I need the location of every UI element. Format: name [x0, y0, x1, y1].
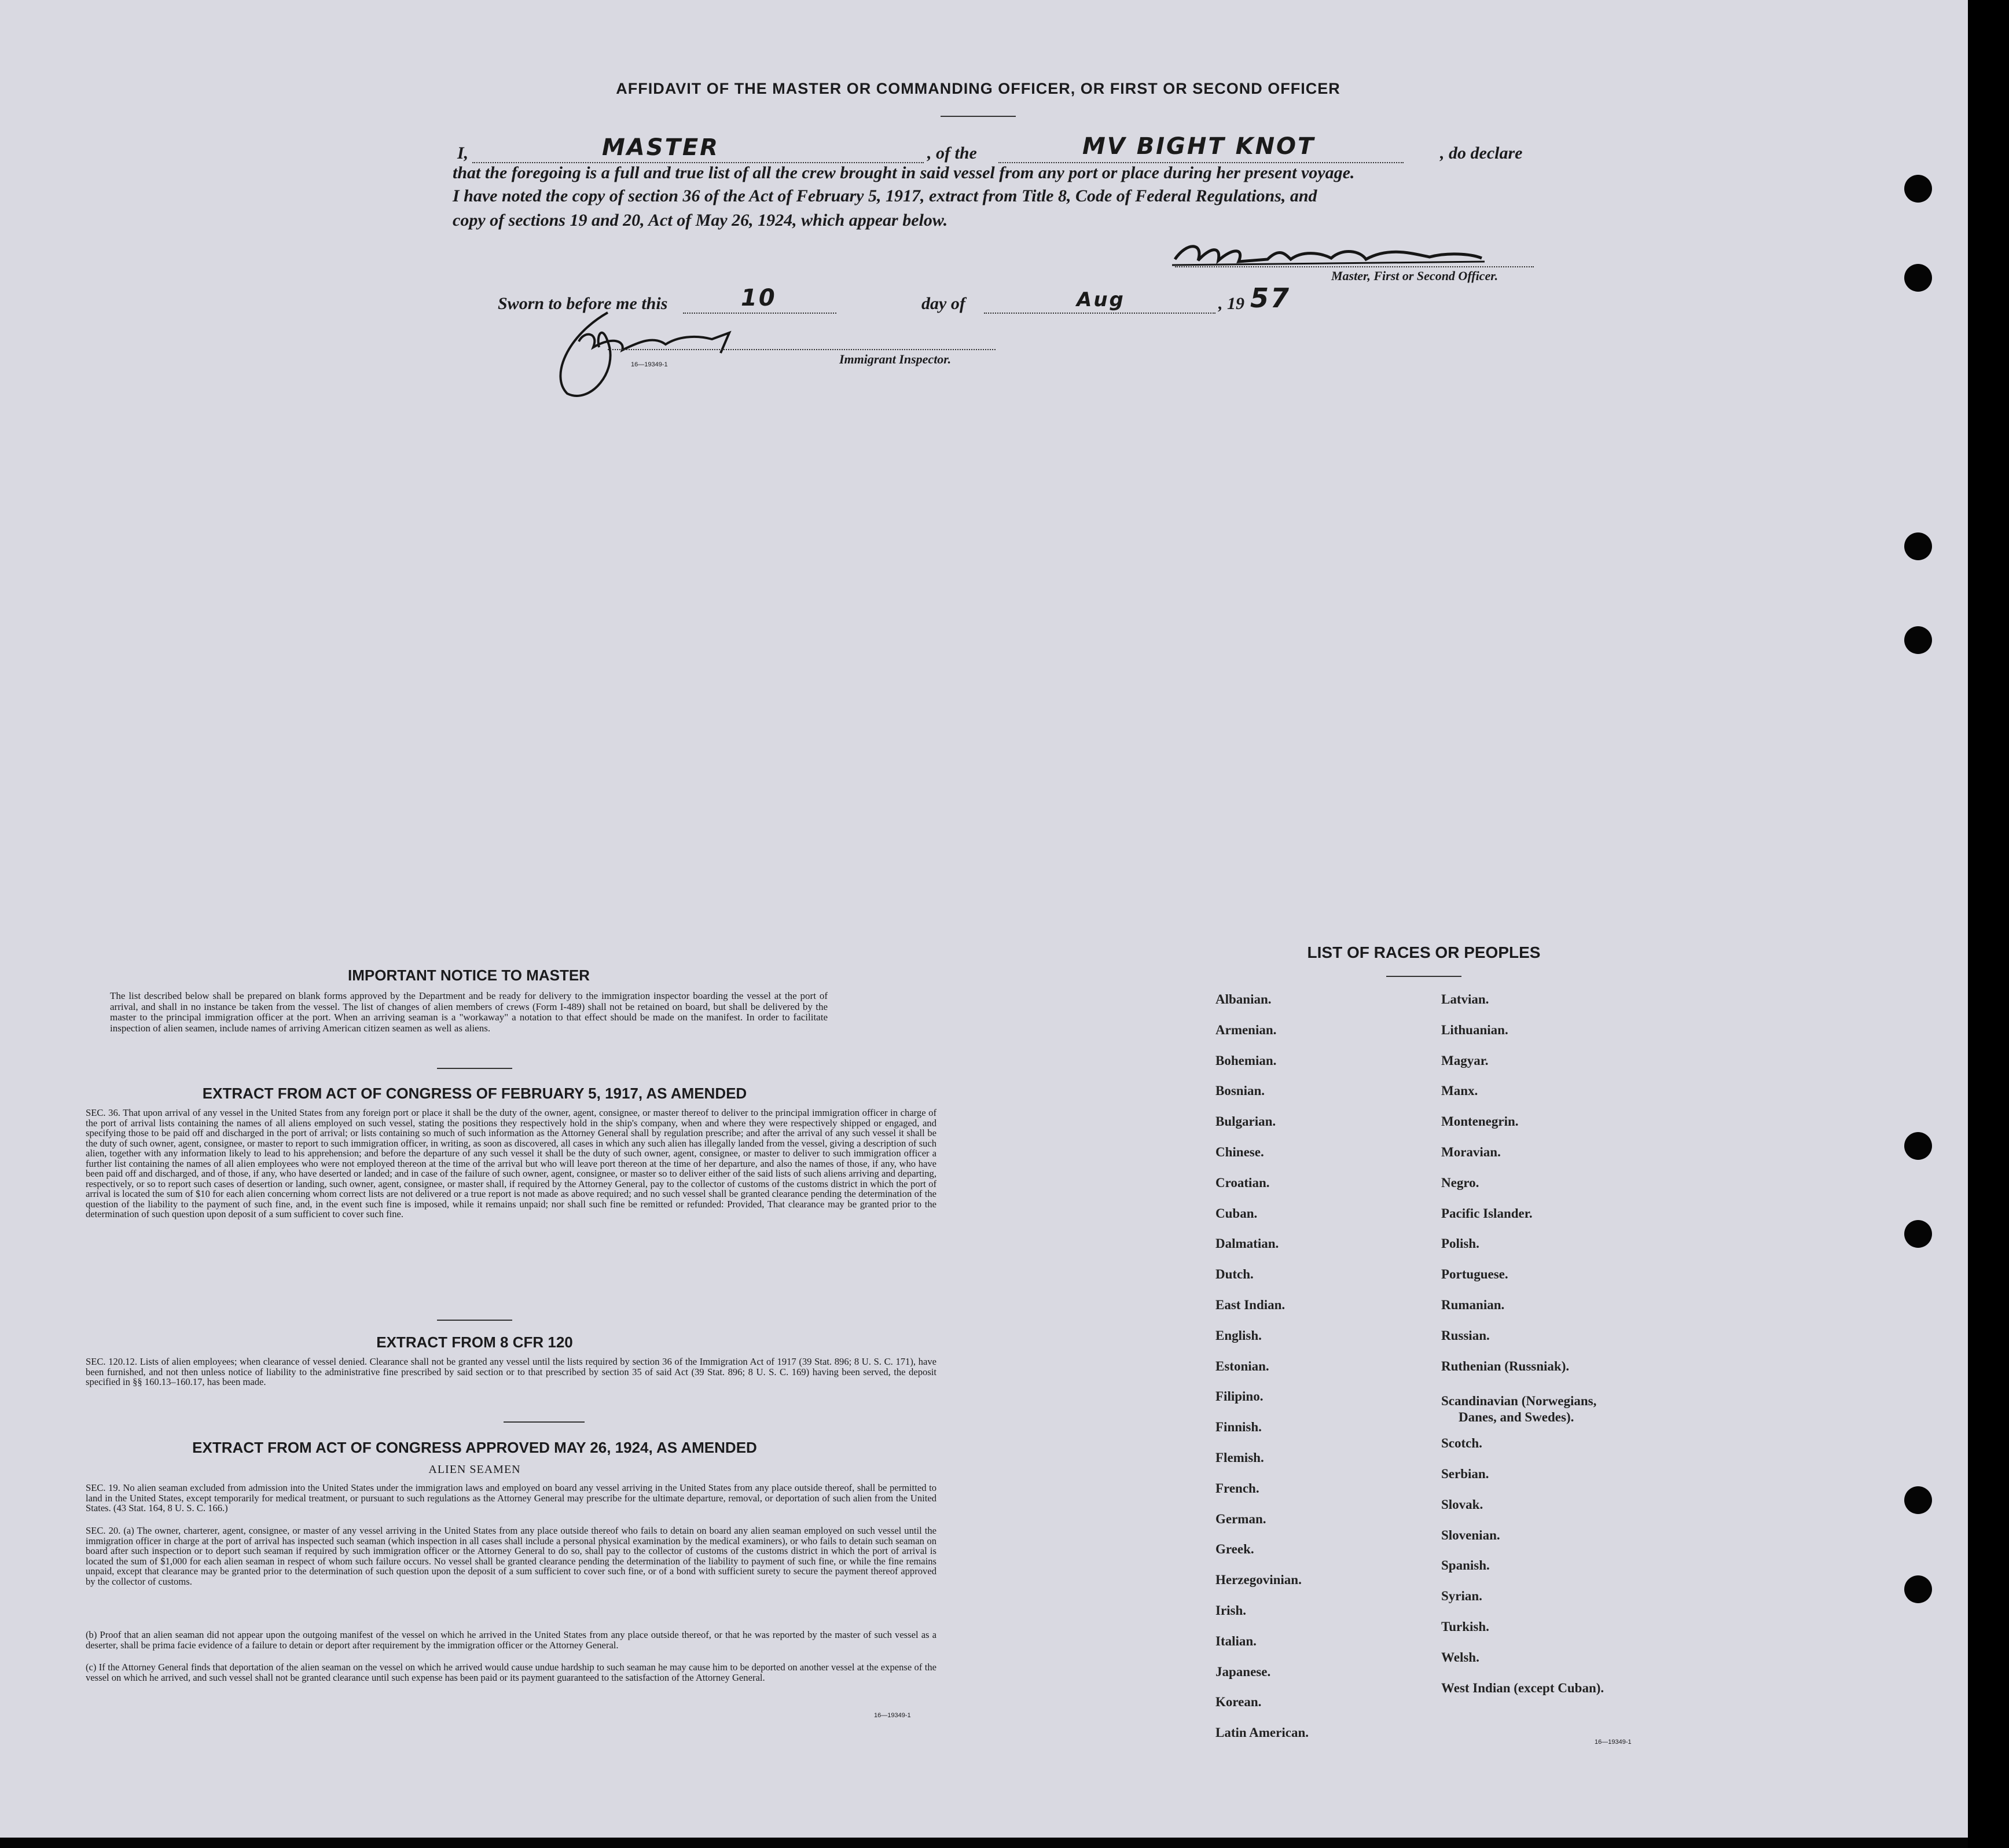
- affidavit-title: AFFIDAVIT OF THE MASTER OR COMMANDING OFFICER, OR FIRST OR SECOND OFFICER: [616, 80, 1340, 97]
- extract-1924-title: EXTRACT FROM ACT OF CONGRESS APPROVED MAY 26, 1924, AS AMENDED: [192, 1439, 757, 1456]
- race-item: Scotch.: [1441, 1436, 1482, 1450]
- punch-hole: [1904, 1486, 1932, 1514]
- punch-hole: [1904, 532, 1932, 560]
- divider: [504, 1421, 585, 1423]
- race-item: Greek.: [1215, 1542, 1254, 1556]
- extract-1917-text: SEC. 36. That upon arrival of any vessel in the United States from any foreign port or place it shall be the duty of the owner, agent, consignee, or master thereof to deliver to the principal immigration officer in charge of the port of arrival lists containing the names of all aliens employed on such vessel, stating the positions they respectively hold in the ship's company, when and where they were respectively shipped or engaged, and specifying those to be paid off and discharged in the port of arrival; or lists containing so much of such information as the Attorney General shall by regulation prescribe; and after the arrival of any such vessel it shall be the duty of such owner, agent, consignee, or master to report to such immigration officer, in writing, as soon as discovered, all cases in which any such alien has illegally landed from the vessel, giving a description of such alien, together with any information likely to lead to his apprehension; and before the departure of any such vessel it shall be the duty of such owner, agent, consignee, or master to deliver to such immigration officer a further list containing the names of all alien employees who were not employed thereon at the time of the arrival but who will leave port thereon at the time of her departure, and also the names of those, if any, who have been paid off and discharged, and of those, if any, who have deserted or landed; and in case of the failure of such owner, agent, consignee, or master so to deliver either of the said lists of such aliens arriving and departing, respectively, or so to report such cases of desertion or landing, such owner, agent, consignee, or master shall, if required by the Attorney General, pay to the collector of customs of the customs district in which the port of arrival is located the sum of $10 for each alien concerning whom correct lists are not delivered or a true report is not made as above required; and no such vessel shall be granted clearance pending the determination of the question of the liability to the payment of such fine, and, in the event such fine is imposed, while it remains unpaid; nor shall such fine be remitted or refunded: Provided, That clearance may be granted prior to the determination of such question upon deposit of a sum sufficient to cover such fine.: [86, 1107, 936, 1219]
- year-prefix: , 19: [1218, 294, 1244, 313]
- extract-1924-sec19: SEC. 19. No alien seaman excluded from admission into the United States under the immigration laws and employed on board any vessel arriving in the United States from any place outside thereof, shall be permitted to land in the United States, except temporarily for medical treatment, or pursuant to such regulations as the Attorney General may prescribe for the ultimate departure, removal, or deportation of such alien from the United States. (43 Stat. 164, 8 U. S. C. 166.): [86, 1482, 936, 1513]
- race-item: French.: [1215, 1481, 1259, 1496]
- race-item: Rumanian.: [1441, 1298, 1505, 1312]
- race-item: Bulgarian.: [1215, 1114, 1276, 1129]
- alien-seamen-subtitle: ALIEN SEAMEN: [428, 1463, 521, 1476]
- extract-1924-sec20c: (c) If the Attorney General finds that deportation of the alien seaman on the vessel on which he arrived would cause undue hardship to such seaman he may cause him to be deported on another vessel at the expense of the vessel on which he arrived, and such vessel shall not be granted clearance until such expense has been paid or its payment guaranteed to the satisfaction of the Attorney General.: [86, 1662, 936, 1683]
- race-item: Manx.: [1441, 1083, 1478, 1098]
- race-item: Latin American.: [1215, 1725, 1309, 1740]
- punch-hole: [1904, 175, 1932, 203]
- year-field-value: 57: [1250, 282, 1291, 314]
- extract-1924-sec20a: SEC. 20. (a) The owner, charterer, agent, consignee, or master of any vessel arriving in the United States from any place outside thereof who fails to detain on board any alien seaman employed on such vessel until the immigration officer in charge at the port of arrival has inspected such seaman (which inspection in all cases shall include a personal physical examination by the medical examiners), or who fails to detain such seaman on board after such inspection or to deport such seaman if required by such immigration officer or the Attorney General to do so, shall pay to the collector of customs of the customs district in which the port of arrival is located the sum of $1,000 for each alien seaman in respect of whom such failure occurs. No vessel shall be granted clearance pending the determination of the liability to payment of such fine, or while the fine remains unpaid, except that clearance may be granted prior to the determination of such question upon the deposit of a sum sufficient to cover such fine, or of a bond with sufficient surety to secure the payment thereof approved by the collector of customs.: [86, 1525, 936, 1587]
- officer-caption: Master, First or Second Officer.: [1331, 269, 1499, 283]
- race-item: Bosnian.: [1215, 1083, 1265, 1098]
- statement-line-2: I have noted the copy of section 36 of the Act of February 5, 1917, extract from Title 8, Code of Federal Regulations, and: [453, 186, 1317, 205]
- race-item: Flemish.: [1215, 1450, 1264, 1465]
- race-item: Filipino.: [1215, 1389, 1264, 1404]
- race-item: Finnish.: [1215, 1420, 1262, 1434]
- i-label: I,: [457, 144, 469, 163]
- extract-1924-sec20b: (b) Proof that an alien seaman did not appear upon the outgoing manifest of the vessel on which he arrived in the United States from any place outside thereof, or that he was reported by the master of such vessel as a deserter, shall be prima facie evidence of a failure to detain or deport after requirement by the immigration officer or the Attorney General.: [86, 1629, 936, 1651]
- race-item: Latvian.: [1441, 992, 1489, 1006]
- race-item: Albanian.: [1215, 992, 1272, 1006]
- race-item: Moravian.: [1441, 1145, 1501, 1159]
- race-item: Ruthenian (Russniak).: [1441, 1359, 1570, 1373]
- race-item: West Indian (except Cuban).: [1441, 1681, 1604, 1695]
- race-item: Spanish.: [1441, 1558, 1490, 1573]
- month-field-line: [984, 313, 1215, 314]
- scan-edge: [1968, 0, 2009, 1848]
- race-item: Slovenian.: [1441, 1528, 1500, 1542]
- race-item: Croatian.: [1215, 1175, 1270, 1190]
- form-number-top: 16—19349-1: [631, 361, 668, 368]
- race-item: English.: [1215, 1328, 1262, 1343]
- of-the-label: , of the: [927, 144, 977, 163]
- race-item: Estonian.: [1215, 1359, 1269, 1373]
- officer-signature-line: [1175, 266, 1534, 267]
- punch-hole: [1904, 626, 1932, 654]
- punch-hole: [1904, 264, 1932, 292]
- inspector-signature: [544, 301, 787, 405]
- day-field-value: 10: [741, 285, 777, 311]
- race-item: Polish.: [1441, 1236, 1479, 1251]
- race-item: Serbian.: [1441, 1467, 1489, 1481]
- race-item: Turkish.: [1441, 1619, 1489, 1634]
- title-divider: [941, 116, 1016, 117]
- race-item: Portuguese.: [1441, 1267, 1508, 1281]
- extract-cfr-title: EXTRACT FROM 8 CFR 120: [376, 1333, 573, 1351]
- race-item: Montenegrin.: [1441, 1114, 1519, 1129]
- punch-hole: [1904, 1575, 1932, 1603]
- races-divider: [1386, 976, 1461, 977]
- notice-text: The list described below shall be prepared on blank forms approved by the Department and be ready for delivery to the immigration inspector boarding the vessel at the port of arrival, and shall in no instance be taken from the vessel. The list of changes of alien members of crews (Form I-489) shall not be retained on board, but shall be delivered by the master to the principal immigration officer at the port. When an arriving seaman is a "workaway" a notation to that effect should be made on the manifest. In order to facilitate inspection of alien seamen, include names of arriving American citizen seamen as well as aliens.: [110, 990, 828, 1034]
- race-item: Herzegovinian.: [1215, 1573, 1302, 1587]
- race-item: Japanese.: [1215, 1665, 1271, 1679]
- race-item: Armenian.: [1215, 1023, 1277, 1037]
- race-item: Dutch.: [1215, 1267, 1254, 1281]
- punch-hole: [1904, 1132, 1932, 1160]
- race-item: East Indian.: [1215, 1298, 1286, 1312]
- race-item: Pacific Islander.: [1441, 1206, 1533, 1221]
- race-item: Bohemian.: [1215, 1053, 1277, 1068]
- race-item: Syrian.: [1441, 1589, 1482, 1603]
- race-item: Chinese.: [1215, 1145, 1264, 1159]
- form-number-bottom-left: 16—19349-1: [874, 1712, 911, 1719]
- statement-line-3: copy of sections 19 and 20, Act of May 26, 1924, which appear below.: [453, 211, 948, 230]
- sworn-label: Sworn to before me this: [498, 294, 668, 313]
- divider: [437, 1320, 512, 1321]
- race-item: Irish.: [1215, 1603, 1247, 1618]
- race-item: Lithuanian.: [1441, 1023, 1508, 1037]
- race-item: Cuban.: [1215, 1206, 1258, 1221]
- punch-hole: [1904, 1220, 1932, 1248]
- race-item: Welsh.: [1441, 1650, 1479, 1665]
- race-item: Italian.: [1215, 1634, 1257, 1648]
- extract-cfr-text: SEC. 120.12. Lists of alien employees; when clearance of vessel denied. Clearance shall not be granted any vessel until the lists required by section 36 of the Immigration Act of 1917 (39 Stat. 896; 8 U. S. C. 171), have been furnished, and not then unless notice of liability to the administrative fine prescribed by said section or to that prescribed by section 35 of said Act (39 Stat. 896; 8 U. S. C. 169) having been served, the deposit specified in §§ 160.13–160.17, has been made.: [86, 1356, 936, 1387]
- race-item: Slovak.: [1441, 1497, 1483, 1512]
- notice-title: IMPORTANT NOTICE TO MASTER: [348, 967, 590, 984]
- name-field-value: MASTER: [602, 134, 719, 161]
- race-item: German.: [1215, 1512, 1266, 1526]
- race-item: Dalmatian.: [1215, 1236, 1279, 1251]
- month-field-value: Aug: [1077, 288, 1125, 311]
- vessel-field-value: MV BIGHT KNOT: [1082, 133, 1316, 160]
- inspector-caption: Immigrant Inspector.: [839, 352, 952, 366]
- form-number-bottom-right: 16—19349-1: [1595, 1739, 1632, 1746]
- race-item: Danes, and Swedes).: [1459, 1410, 1574, 1424]
- extract-1917-title: EXTRACT FROM ACT OF CONGRESS OF FEBRUARY 5, 1917, AS AMENDED: [202, 1085, 747, 1102]
- statement-line-1: that the foregoing is a full and true list of all the crew brought in said vessel from any port or place during her present voyage.: [453, 163, 1355, 182]
- race-item: Korean.: [1215, 1695, 1262, 1709]
- declare-label: , do declare: [1440, 144, 1523, 163]
- master-signature: [1169, 236, 1493, 271]
- day-of-label: day of: [921, 294, 965, 313]
- inspector-signature-line: [608, 349, 996, 350]
- race-item: Magyar.: [1441, 1053, 1489, 1068]
- races-title: LIST OF RACES OR PEOPLES: [1307, 943, 1541, 961]
- race-item: Russian.: [1441, 1328, 1490, 1343]
- race-item: Negro.: [1441, 1175, 1479, 1190]
- divider: [437, 1068, 512, 1069]
- race-item: Scandinavian (Norwegians,: [1441, 1394, 1597, 1408]
